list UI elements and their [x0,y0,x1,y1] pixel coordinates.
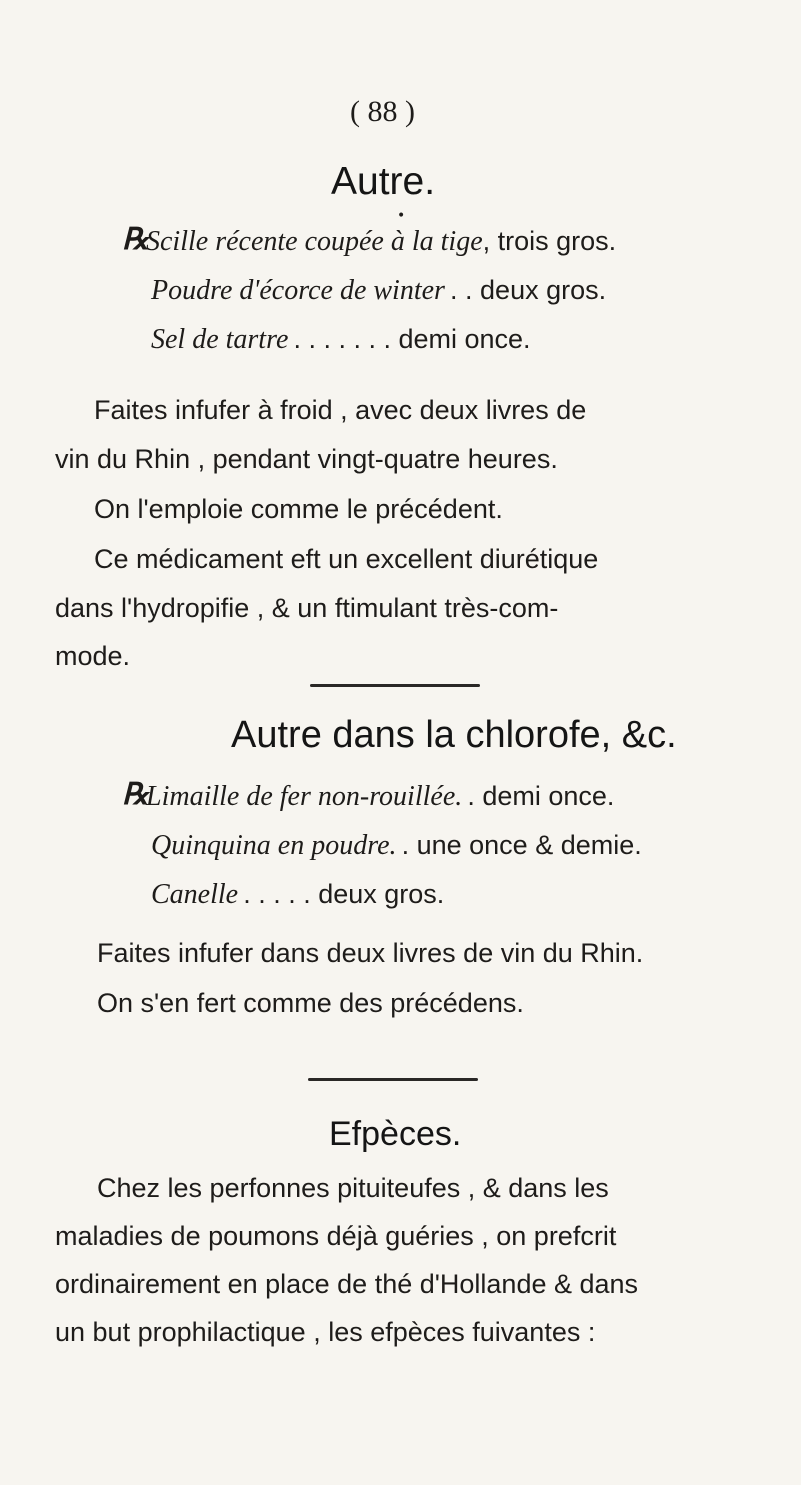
text-line: Chez les perfonnes pituiteufes , & dans les [97,1173,609,1203]
ingredient-line [151,275,606,307]
ingredient-name: Canelle [151,879,239,910]
ingredient-quantity: . une once & demie. [401,830,642,860]
text-line: un but prophilactique , les efpèces fuivantes : [55,1317,596,1347]
ingredient-name: Sel de tartre [151,324,289,355]
ornament-dot: • [397,208,406,224]
ingredient-line [151,324,531,356]
text-line: mode. [55,641,131,671]
section-title-autre: Autre. [331,160,436,203]
ingredient-quantity: . . . . . deux gros. [243,879,445,909]
section-divider [308,1078,478,1081]
ingredient-line [151,830,642,862]
text-line: maladies de poumons déjà guéries , on prefcrit [55,1221,617,1251]
recipe-symbol: ℞ [122,223,149,256]
ingredient-quantity: . . deux gros. [450,275,607,305]
text-line: On s'en fert comme des précédens. [97,988,524,1018]
section-divider [310,684,480,687]
ingredient-name: Poudre d'écorce de winter [151,275,445,306]
ingredient-name: Limaille de fer non-rouillée. [146,781,463,812]
ingredient-quantity: , trois gros. [482,226,617,256]
ingredient-line [146,226,616,258]
text-line: dans l'hydropifie , & un ftimulant très-com- [55,593,559,623]
ingredient-line [146,781,614,813]
section-title-especes: Efpèces. [329,1115,462,1153]
section-title-autre-chlorofe: Autre dans la chlorofe, &c. [231,714,677,756]
ingredient-line [151,879,444,911]
page-number: ( 88 ) [350,95,415,128]
text-line: Faites infufer à froid , avec deux livres de [94,395,587,425]
text-line: On l'emploie comme le précédent. [94,494,503,524]
ingredient-quantity: . demi once. [467,781,615,811]
text-line: vin du Rhin , pendant vingt-quatre heures. [55,444,558,474]
recipe-symbol: ℞ [122,778,149,811]
ingredient-quantity: . . . . . . . demi once. [293,324,531,354]
text-line: Ce médicament eft un excellent diurétique [94,544,599,574]
text-line: ordinairement en place de thé d'Hollande & dans [55,1269,639,1299]
text-line: Faites infufer dans deux livres de vin du Rhin. [97,938,644,968]
ingredient-name: Scille récente coupée à la tige [146,226,483,257]
ingredient-name: Quinquina en poudre. [151,830,397,861]
